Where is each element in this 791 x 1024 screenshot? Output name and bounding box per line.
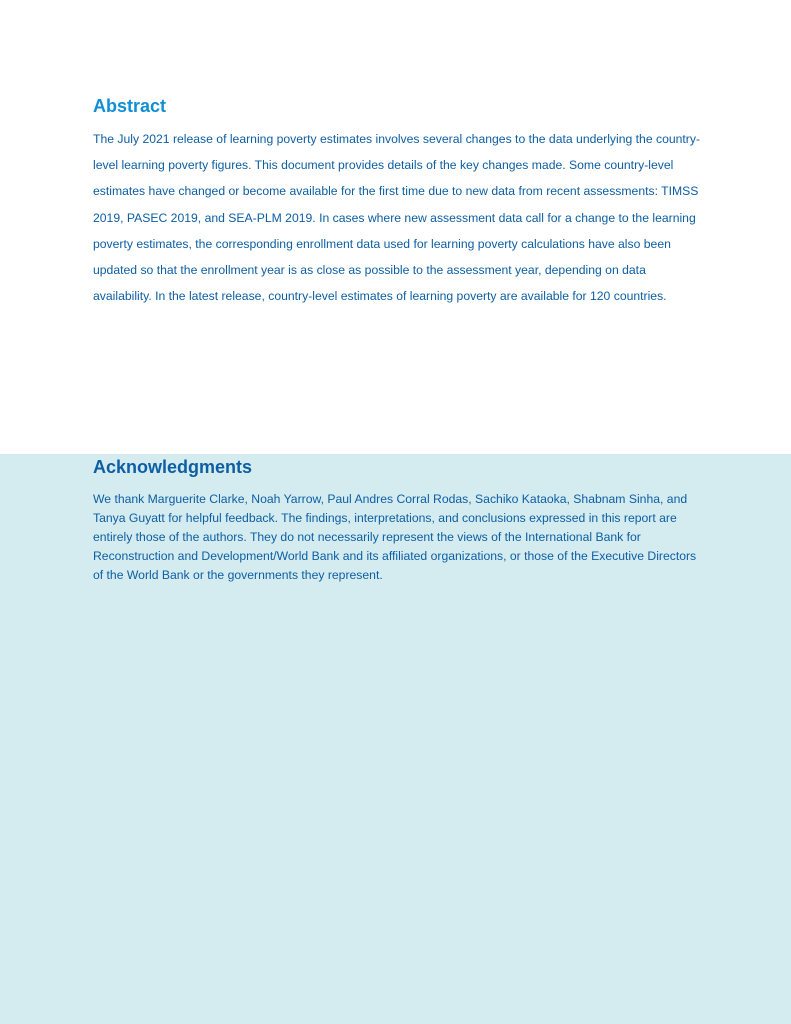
abstract-heading: Abstract: [93, 96, 167, 116]
abstract-body: The July 2021 release of learning poverty estimates involves several changes to the data underlying the country-level learning poverty figures. This document provides details of the key changes made. Some country-level estimates have changed or become available for the first time due to new data from recent assessments: TIMSS 2019, PASEC 2019, and SEA-PLM 2019. In cases where new assessment data call for a change to the learning poverty estimates, the corresponding enrollment data used for learning poverty calculations have also been updated so that the enrollment year is as close as possible to the assessment year, depending on data availability. In the latest release, country-level estimates of learning poverty are available for 120 countries.: [93, 132, 701, 304]
abstract-section: [0, 0, 791, 454]
acknowledgments-body: We thank Marguerite Clarke, Noah Yarrow, Paul Andres Corral Rodas, Sachiko Kataoka, Shabnam Sinha, and Tanya Guyatt for helpful feedback. The findings, interpretations, and conclusions expressed in this report are entirely those of the authors. They do not necessarily represent the views of the International Bank for Reconstruction and Development/World Bank and its affiliated organizations, or those of the Executive Directors of the World Bank or the governments they represent.: [93, 492, 697, 582]
acknowledgments-section: [0, 454, 791, 1024]
acknowledgments-heading: Acknowledgments: [93, 457, 253, 477]
